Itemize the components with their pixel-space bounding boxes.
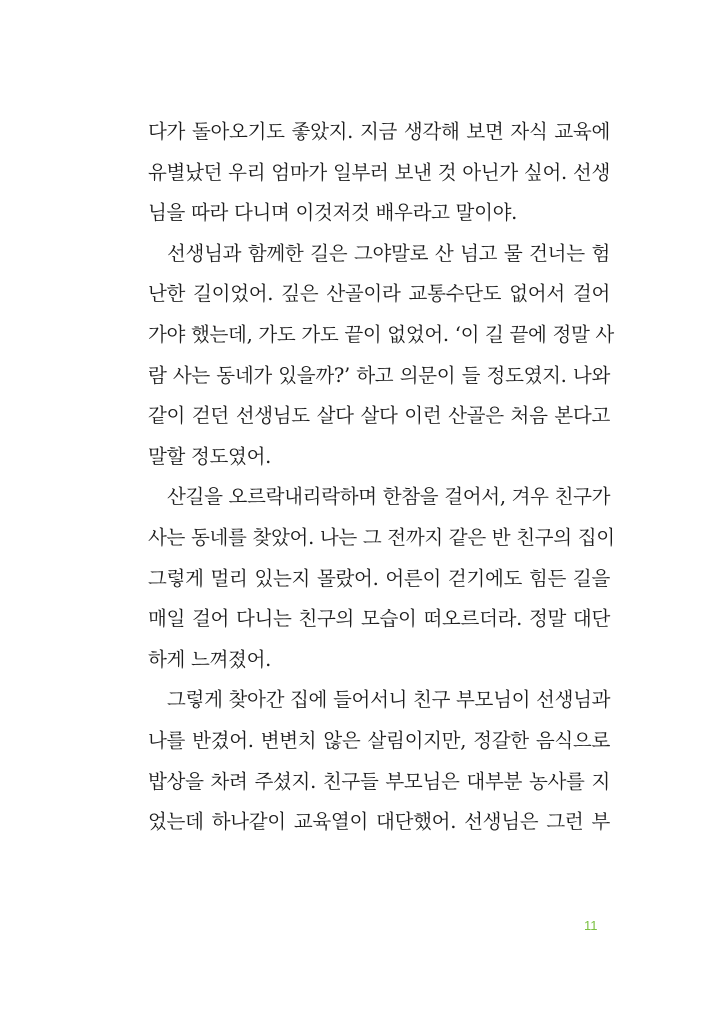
text-line: 었는데 하나같이 교육열이 대단했어. 선생님은 그런 부	[148, 810, 610, 834]
text-line: 그렇게 찾아간 집에 들어서니 친구 부모님이 선생님과	[167, 688, 611, 712]
body-text	[148, 112, 615, 843]
text-line: 난한 길이었어. 깊은 산골이라 교통수단도 없어서 걸어	[148, 282, 610, 306]
page-number: 11	[584, 918, 598, 933]
text-line: 매일 걸어 다니는 친구의 모습이 떠오르더라. 정말 대단	[148, 607, 610, 631]
text-line: 말할 정도였어.	[148, 444, 272, 468]
text-line: 나를 반겼어. 변변치 않은 살림이지만, 정갈한 음식으로	[148, 728, 610, 752]
text-line: 밥상을 차려 주셨지. 친구들 부모님은 대부분 농사를 지	[148, 769, 610, 793]
text-line: 다가 돌아오기도 좋았지. 지금 생각해 보면 자식 교육에	[148, 120, 610, 143]
text-line: 그렇게 멀리 있는지 몰랐어. 어른이 걷기에도 힘든 길을	[148, 566, 610, 590]
text-line: 같이 걷던 선생님도 살다 살다 이런 산골은 처음 본다고	[148, 404, 610, 428]
text-line: 하게 느껴졌어.	[148, 647, 272, 671]
text-line: 산길을 오르락내리락하며 한참을 걸어서, 겨우 친구가	[167, 485, 611, 509]
text-line: 님을 따라 다니며 이것저것 배우라고 말이야.	[148, 201, 518, 225]
text-line: 선생님과 함께한 길은 그야말로 산 넘고 물 건너는 험	[167, 241, 610, 265]
text-line: 유별났던 우리 엄마가 일부러 보낸 것 아닌가 싶어. 선생	[148, 160, 610, 184]
text-line: 람 사는 동네가 있을까?’ 하고 의문이 들 정도였지. 나와	[148, 363, 610, 387]
text-line: 사는 동네를 찾았어. 나는 그 전까지 같은 반 친구의 집이	[148, 525, 615, 549]
text-line: 가야 했는데, 가도 가도 끝이 없었어. ‘이 길 끝에 정말 사	[148, 322, 614, 346]
